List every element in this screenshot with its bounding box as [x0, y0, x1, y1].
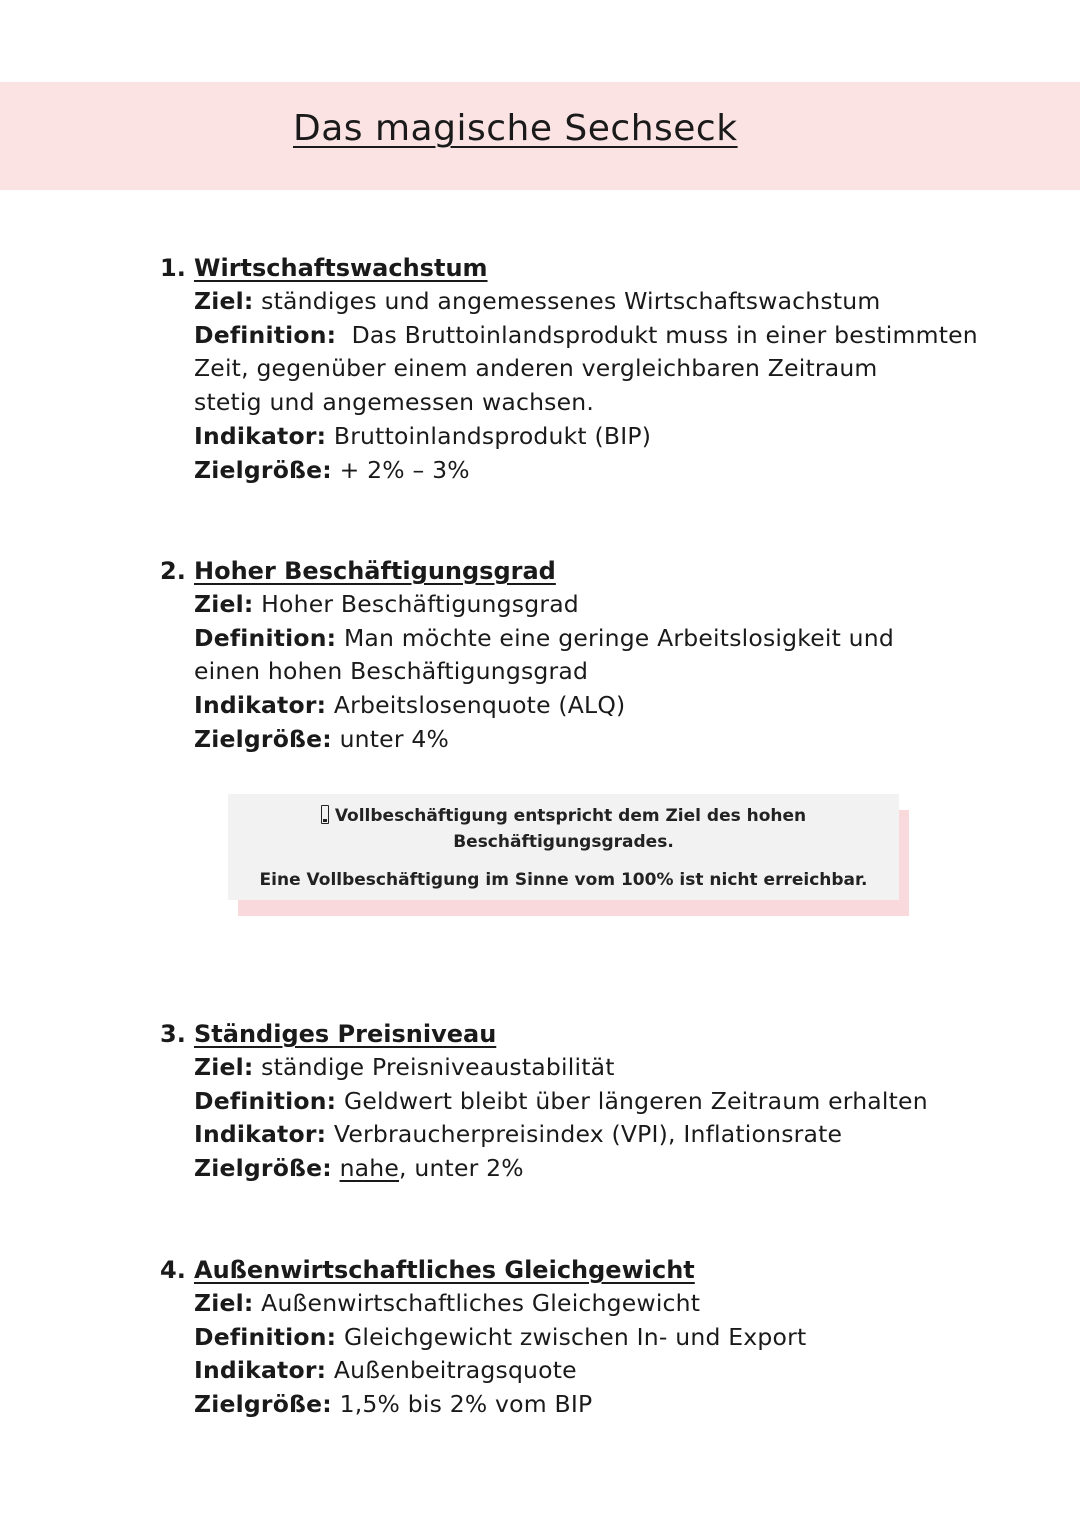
section-3 [160, 1017, 1040, 1186]
note-box [228, 794, 899, 900]
definition-label: Definition: [194, 623, 337, 652]
goal-value: Außenwirtschaftliches Gleichgewicht [261, 1289, 701, 1317]
goal-line [194, 588, 1040, 622]
goal-label: Ziel: [194, 590, 254, 618]
indicator-value: Arbeitslosenquote (ALQ) [333, 691, 626, 720]
indicator-label: Indikator: [194, 1356, 327, 1385]
indicator-line [194, 1118, 1040, 1152]
definition-value: Geldwert bleibt über längeren Zeitraum erhalten [343, 1086, 928, 1115]
goal-line [194, 1287, 1040, 1321]
section-number: 4. [160, 1256, 186, 1284]
section-number: 2. [160, 557, 186, 585]
section-number: 3. [160, 1020, 186, 1048]
target-value: + 2% – 3% [339, 455, 470, 484]
goal-value: Hoher Beschäftigungsgrad [261, 590, 579, 618]
definition-line [194, 319, 1040, 353]
indicator-line [194, 1354, 1040, 1388]
section-2 [160, 554, 1040, 757]
indicator-value: Verbraucherpreisindex (VPI), Inflationsrate [333, 1120, 843, 1149]
goal-label: Ziel: [194, 1289, 254, 1317]
definition-value: Das Bruttoinlandsprodukt muss in einer bestimmten [351, 320, 978, 349]
indicator-value: Bruttoinlandsprodukt (BIP) [333, 421, 652, 450]
indicator-label: Indikator: [194, 691, 327, 720]
exclamation-icon [321, 805, 329, 824]
target-value-underlined: nahe [339, 1154, 400, 1183]
section-number: 1. [160, 254, 186, 282]
goal-label: Ziel: [194, 1053, 254, 1081]
section-heading [160, 251, 1040, 285]
definition-line: stetig und angemessen wachsen. [194, 388, 595, 417]
section-body [194, 1287, 1040, 1422]
target-value: 1,5% bis 2% vom BIP [339, 1390, 593, 1419]
target-label: Zielgröße: [194, 455, 332, 484]
target-line [194, 723, 1040, 757]
definition-label: Definition: [194, 1086, 337, 1115]
target-line [194, 1388, 1040, 1422]
note-line-1: Vollbeschäftigung entspricht dem Ziel des hohen [334, 806, 807, 826]
note-text [228, 802, 899, 855]
title-band [0, 82, 1080, 190]
section-title: Hoher Beschäftigungsgrad [194, 557, 556, 585]
indicator-value: Außenbeitragsquote [333, 1356, 577, 1385]
target-line [194, 1152, 1040, 1186]
definition-label: Definition: [194, 320, 337, 349]
indicator-line [194, 420, 1040, 454]
definition-line [194, 1085, 1040, 1119]
definition-line [194, 1321, 1040, 1355]
section-1 [160, 251, 1040, 487]
section-body [194, 588, 1040, 757]
section-title: Außenwirtschaftliches Gleichgewicht [194, 1256, 695, 1284]
definition-value: Man möchte eine geringe Arbeitslosigkeit und [343, 623, 894, 652]
note-line-2: Beschäftigungsgrades. [453, 832, 674, 852]
target-label: Zielgröße: [194, 724, 332, 753]
target-label: Zielgröße: [194, 1390, 332, 1419]
target-label: Zielgröße: [194, 1154, 332, 1183]
target-value: unter 4% [339, 724, 450, 753]
definition-label: Definition: [194, 1322, 337, 1351]
goal-line [194, 285, 1040, 319]
section-title: Wirtschaftswachstum [194, 254, 488, 282]
definition-line: Zeit, gegenüber einem anderen vergleichbaren Zeitraum [194, 354, 878, 383]
target-line [194, 454, 1040, 488]
indicator-label: Indikator: [194, 421, 327, 450]
definition-line: einen hohen Beschäftigungsgrad [194, 657, 589, 686]
note-line-3: Eine Vollbeschäftigung im Sinne vom 100% ist nicht erreichbar. [259, 870, 868, 890]
section-4 [160, 1253, 1040, 1422]
section-heading [160, 1017, 1040, 1051]
goal-line [194, 1051, 1040, 1085]
indicator-label: Indikator: [194, 1120, 327, 1149]
section-heading [160, 554, 1040, 588]
target-value: , unter 2% [399, 1154, 524, 1183]
section-body [194, 1051, 1040, 1186]
indicator-line [194, 689, 1040, 723]
goal-value: ständige Preisniveaustabilität [261, 1053, 615, 1081]
section-heading [160, 1253, 1040, 1287]
section-body [194, 285, 1040, 487]
goal-label: Ziel: [194, 287, 254, 315]
definition-line [194, 622, 1040, 656]
section-title: Ständiges Preisniveau [194, 1020, 497, 1048]
page-title: Das magische Sechseck [293, 108, 738, 149]
goal-value: ständiges und angemessenes Wirtschaftswachstum [261, 287, 881, 315]
definition-value: Gleichgewicht zwischen In- und Export [343, 1322, 807, 1351]
